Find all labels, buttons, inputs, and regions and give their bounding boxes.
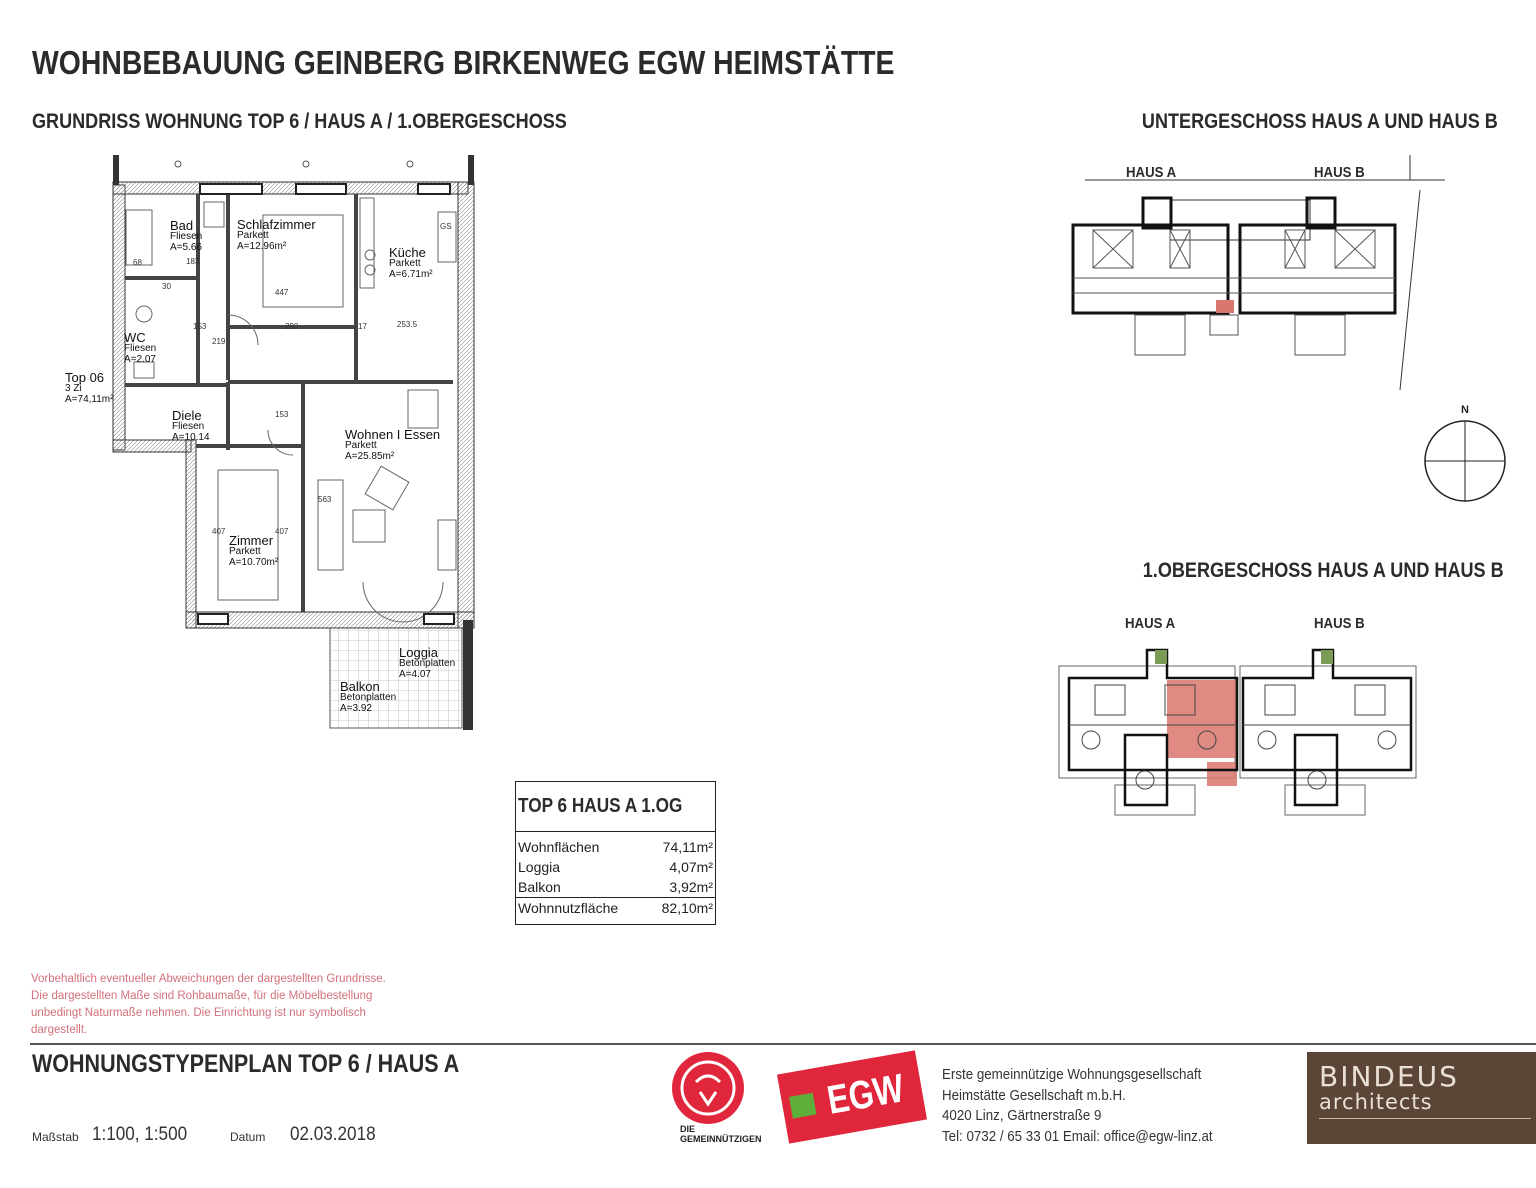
- room-zimmer: Zimmer Parkett A=10.70m²: [229, 533, 279, 568]
- basement-site-plan: [1065, 150, 1445, 395]
- upper-floor-title: 1.OBERGESCHOSS HAUS A UND HAUS B: [1143, 559, 1504, 582]
- north-arrow-icon: [1422, 418, 1508, 504]
- table-row: Balkon 3,92m²: [518, 879, 713, 895]
- north-label: N: [1461, 404, 1469, 416]
- room-bad: Bad Fliesen A=5.66: [170, 218, 203, 253]
- room-kueche: Küche Parkett A=6.71m²: [389, 245, 433, 280]
- table-header: TOP 6 HAUS A 1.OG: [516, 782, 715, 832]
- dim-label: GS: [440, 222, 452, 231]
- plan-title: GRUNDRISS WOHNUNG TOP 6 / HAUS A / 1.OBERGESCHOSS: [32, 110, 567, 133]
- gbv-logo: [672, 1052, 744, 1124]
- room-wohnen-essen: Wohnen I Essen Parkett A=25.85m²: [345, 427, 441, 462]
- dim-label: 447: [275, 288, 289, 297]
- scale-value: 1:100, 1:500: [92, 1124, 188, 1145]
- apartment-area-table: [515, 781, 716, 925]
- gbv-tagline: DIE GEMEINNÜTZIGEN: [680, 1124, 762, 1144]
- unit-label: Top 06 3 Zi A=74,11m²: [65, 370, 114, 405]
- dim-label: 563: [318, 495, 332, 504]
- egw-logo: EGW: [777, 1050, 927, 1143]
- room-balkon: Balkon Betonplatten A=3.92: [340, 679, 397, 714]
- highlighted-apartment: [1167, 680, 1237, 758]
- upper-floor-site-plan: [1055, 640, 1425, 820]
- dim-label: 153: [275, 410, 289, 419]
- room-wc: WC Fliesen A=2.07: [124, 330, 157, 365]
- dim-label: 253.5: [397, 320, 418, 329]
- page-title: WOHNBEBAUUNG GEINBERG BIRKENWEG EGW HEIMSTÄTTE: [32, 44, 895, 81]
- dim-label: 407: [212, 527, 226, 536]
- table-row: Wohnflächen 74,11m²: [518, 839, 713, 855]
- room-loggia: Loggia Betonplatten A=4.07: [399, 645, 456, 680]
- dim-label: 17: [358, 322, 367, 331]
- scale-label: Maßstab: [32, 1130, 79, 1144]
- dim-label: 183: [186, 257, 200, 266]
- basement-title: UNTERGESCHOSS HAUS A UND HAUS B: [1142, 110, 1498, 133]
- bindeus-architects-logo: BINDEUS architects: [1307, 1052, 1536, 1144]
- company-address: Erste gemeinnützige Wohnungsgesellschaft Heimstätte Gesellschaft m.b.H. 4020 Linz, Gärtnerstraße 9 Tel: 0732 / 65 33 01 Email: office@egw-linz.at: [942, 1067, 1213, 1145]
- upper-haus-a-label: HAUS A: [1125, 615, 1176, 632]
- highlighted-storage: [1216, 300, 1234, 313]
- dim-label: 407: [275, 527, 289, 536]
- footer-divider: [30, 1043, 1536, 1045]
- footer-title: WOHNUNGSTYPENPLAN TOP 6 / HAUS A: [32, 1050, 460, 1078]
- basement-haus-b-label: HAUS B: [1314, 164, 1365, 181]
- basement-haus-a-label: HAUS A: [1126, 164, 1177, 181]
- dim-label: 68: [133, 258, 142, 267]
- room-schlafzimmer: Schlafzimmer Parkett A=12.96m²: [237, 217, 316, 252]
- disclaimer-text: Vorbehaltlich eventueller Abweichungen der dargestellten Grundrisse. Die dargestellten Maße sind Rohbaumaße, für die Möbelbestellung unbedingt Naturmaße nehmen. Die Einrichtung ist nur symbolisch dargestellt.: [31, 973, 386, 1036]
- dim-label: 153: [193, 322, 207, 331]
- table-row: Loggia 4,07m²: [518, 859, 713, 875]
- dim-label: 219: [212, 337, 226, 346]
- room-diele: Diele Fliesen A=10.14: [172, 408, 210, 443]
- dim-label: 290: [285, 322, 299, 331]
- date-value: 02.03.2018: [290, 1124, 376, 1145]
- table-row-total: Wohnnutzfläche 82,10m²: [516, 897, 715, 917]
- date-label: Datum: [230, 1130, 266, 1144]
- dim-label: 30: [162, 282, 171, 291]
- upper-haus-b-label: HAUS B: [1314, 615, 1365, 632]
